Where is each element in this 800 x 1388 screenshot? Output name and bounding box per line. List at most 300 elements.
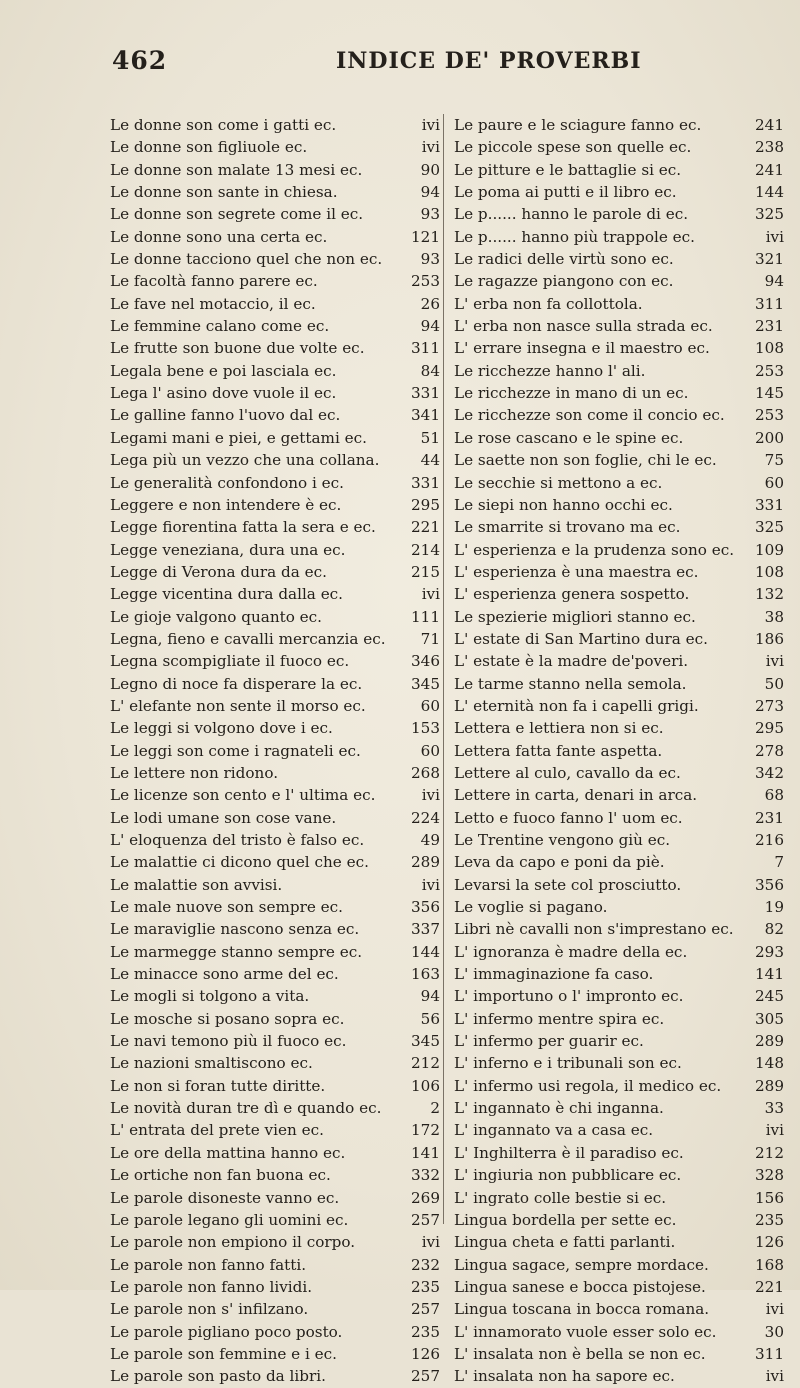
page-reference: 84 [420, 361, 440, 380]
proverb-text: Le poma ai putti e il libro ec. [454, 183, 677, 202]
page-reference: 111 [411, 607, 440, 626]
index-entry [110, 717, 440, 739]
proverb-text: Le parole non fanno fatti. [110, 1255, 307, 1274]
index-entry [454, 829, 784, 851]
index-entry [454, 360, 784, 382]
proverb-text: Leggere e non intendere è ec. [110, 495, 342, 514]
proverb-text: Legge fiorentina fatta la sera e ec. [110, 518, 376, 537]
page-reference: 30 [764, 1322, 784, 1341]
index-entry [110, 181, 440, 203]
index-entry [110, 427, 440, 449]
proverb-text: Le femmine calano come ec. [110, 317, 330, 336]
index-entry [454, 851, 784, 873]
page-reference: 186 [755, 629, 784, 648]
page-reference: ivi [765, 1121, 784, 1140]
proverb-text: Le nazioni smaltiscono ec. [110, 1054, 313, 1073]
page-header [0, 46, 800, 80]
index-entry [454, 1254, 784, 1276]
index-entry [454, 516, 784, 538]
index-entry [454, 159, 784, 181]
proverb-text: Le secchie si mettono a ec. [454, 473, 663, 492]
page-reference: 212 [755, 1143, 784, 1162]
proverb-text: Le donne sono una certa ec. [110, 227, 328, 246]
index-entry [110, 695, 440, 717]
proverb-text: Le leggi son come i ragnateli ec. [110, 741, 361, 760]
index-entry [454, 181, 784, 203]
page-reference: 126 [755, 1233, 784, 1252]
index-entry [110, 941, 440, 963]
index-entry [110, 829, 440, 851]
page-reference: 214 [411, 540, 440, 559]
index-entry [110, 762, 440, 784]
index-entry [454, 673, 784, 695]
page-reference: 212 [411, 1054, 440, 1073]
proverb-text: Le non si foran tutte diritte. [110, 1076, 326, 1095]
index-entry [454, 1052, 784, 1074]
page-reference: 257 [411, 1367, 440, 1386]
page-reference: 311 [755, 1344, 784, 1363]
page-reference: 75 [764, 451, 784, 470]
page-reference: 49 [420, 831, 440, 849]
proverb-text: Lettera e lettiera non si ec. [454, 719, 664, 738]
page-reference: 235 [755, 1210, 784, 1229]
proverb-text: Le parole pigliano poco posto. [110, 1322, 343, 1341]
page-reference: 269 [411, 1188, 440, 1207]
page-reference: 345 [411, 674, 440, 693]
proverb-text: Le Trentine vengono giù ec. [454, 831, 671, 849]
page-reference: 60 [420, 741, 440, 760]
page-reference: ivi [421, 786, 440, 805]
page-reference: 289 [755, 1076, 784, 1095]
page-reference: 121 [411, 227, 440, 246]
proverb-text: Le lodi umane son cose vane. [110, 808, 337, 827]
page-reference: 71 [420, 629, 440, 648]
page-reference: ivi [765, 652, 784, 671]
page-reference: 346 [411, 652, 440, 671]
page-reference: 51 [420, 428, 440, 447]
page-reference: 221 [411, 518, 440, 537]
page-reference: 253 [411, 272, 440, 291]
index-entry [110, 159, 440, 181]
proverb-text: Le parole legano gli uomini ec. [110, 1210, 349, 1229]
index-entry [454, 114, 784, 136]
index-entry [110, 583, 440, 605]
page-reference: 141 [411, 1143, 440, 1162]
index-entry [110, 203, 440, 225]
proverb-text: L' infermo per guarir ec. [454, 1032, 644, 1051]
proverb-text: Legge di Verona dura da ec. [110, 562, 327, 581]
index-entry [454, 1365, 784, 1387]
index-entry [110, 673, 440, 695]
proverb-text: Le parole non empiono il corpo. [110, 1233, 356, 1252]
index-entry [454, 650, 784, 672]
proverb-text: L' insalata non ha sapore ec. [454, 1367, 675, 1386]
proverb-text: Le navi temono più il fuoco ec. [110, 1032, 347, 1051]
proverb-text: Le donne son sante in chiesa. [110, 183, 338, 202]
index-entry [110, 360, 440, 382]
index-entry [110, 561, 440, 583]
proverb-text: L' ingannato è chi inganna. [454, 1099, 664, 1118]
index-entry [110, 1321, 440, 1343]
index-entry [110, 270, 440, 292]
index-entry [110, 404, 440, 426]
proverb-text: Le ore della mattina hanno ec. [110, 1143, 346, 1162]
page-reference: 144 [411, 942, 440, 961]
page-reference: 325 [755, 205, 784, 224]
page-reference: 93 [420, 205, 440, 224]
page-reference: 132 [755, 585, 784, 604]
proverb-text: Legge vicentina dura dalla ec. [110, 585, 344, 604]
index-entry [454, 337, 784, 359]
proverb-text: Le spezierie migliori stanno ec. [454, 607, 696, 626]
index-entry [454, 226, 784, 248]
page-reference: 44 [420, 451, 440, 470]
index-entry [110, 114, 440, 136]
page-reference: 94 [420, 183, 440, 202]
proverb-text: Le gioje valgono quanto ec. [110, 607, 322, 626]
index-entry [454, 270, 784, 292]
column-divider [443, 114, 444, 1224]
page-reference: 148 [755, 1054, 784, 1073]
page-reference: 238 [755, 138, 784, 157]
page-reference: 332 [411, 1166, 440, 1185]
page-reference: 253 [755, 361, 784, 380]
page-reference: 345 [411, 1032, 440, 1051]
proverb-text: Le donne tacciono quel che non ec. [110, 250, 383, 269]
proverb-text: Lettere in carta, denari in arca. [454, 786, 698, 805]
index-entry [454, 1008, 784, 1030]
page-reference: 295 [411, 495, 440, 514]
page-reference: 215 [411, 562, 440, 581]
page-reference: 141 [755, 965, 784, 984]
index-entry [454, 472, 784, 494]
index-entry [110, 136, 440, 158]
index-entry [110, 1052, 440, 1074]
index-entry [454, 382, 784, 404]
page-reference: 106 [411, 1076, 440, 1095]
page-reference: 94 [764, 272, 784, 291]
proverb-text: Le ricchezze son come il concio ec. [454, 406, 725, 425]
page-reference: 7 [774, 853, 784, 872]
proverb-text: L' entrata del prete vien ec. [110, 1121, 324, 1140]
proverb-text: Le maraviglie nascono senza ec. [110, 920, 360, 939]
page-reference: 311 [755, 294, 784, 313]
proverb-text: Levarsi la sete col prosciutto. [454, 875, 682, 894]
index-entry [454, 315, 784, 337]
page-reference: 38 [764, 607, 784, 626]
proverb-text: L' eternità non fa i capelli grigi. [454, 696, 699, 715]
index-entry [110, 1254, 440, 1276]
index-entry [110, 449, 440, 471]
page-reference: 235 [411, 1277, 440, 1296]
page-reference: 342 [755, 763, 784, 782]
index-entry [110, 1343, 440, 1365]
index-entry [454, 740, 784, 762]
index-entry [454, 1097, 784, 1119]
index-entry [110, 1075, 440, 1097]
proverb-text: Legno di noce fa disperare la ec. [110, 674, 363, 693]
index-entry [110, 740, 440, 762]
proverb-text: Le parole disoneste vanno ec. [110, 1188, 340, 1207]
index-entry [454, 1030, 784, 1052]
proverb-text: Le siepi non hanno occhi ec. [454, 495, 673, 514]
proverb-text: L' infermo usi regola, il medico ec. [454, 1076, 722, 1095]
page-reference: 268 [411, 763, 440, 782]
index-entry [454, 963, 784, 985]
index-entry [110, 1276, 440, 1298]
proverb-text: Lettera fatta fante aspetta. [454, 741, 663, 760]
page-reference: 289 [411, 853, 440, 872]
index-entry [110, 874, 440, 896]
index-entry [454, 606, 784, 628]
proverb-text: Le malattie ci dicono quel che ec. [110, 853, 369, 872]
index-entry [110, 628, 440, 650]
proverb-text: Le lettere non ridono. [110, 763, 279, 782]
page-reference: 94 [420, 317, 440, 336]
proverb-text: L' importuno o l' impronto ec. [454, 987, 684, 1006]
proverb-text: L' ingrato colle bestie si ec. [454, 1188, 667, 1207]
proverb-text: Le male nuove son sempre ec. [110, 898, 343, 917]
page-reference: 293 [755, 942, 784, 961]
index-column-right [454, 114, 784, 1388]
page-reference: 56 [420, 1009, 440, 1028]
page-reference: 172 [411, 1121, 440, 1140]
index-entry [454, 583, 784, 605]
page-reference: 295 [755, 719, 784, 738]
page-reference: 90 [420, 160, 440, 179]
proverb-text: L' inferno e i tribunali son ec. [454, 1054, 682, 1073]
index-entry [454, 1321, 784, 1343]
index-entry [110, 494, 440, 516]
index-entry [110, 337, 440, 359]
index-entry [110, 1119, 440, 1141]
index-entry [454, 561, 784, 583]
page-reference: 311 [411, 339, 440, 358]
proverb-text: Legna, fieno e cavalli mercanzia ec. [110, 629, 386, 648]
proverb-text: Le galline fanno l'uovo dal ec. [110, 406, 341, 425]
proverb-text: L' ingannato va a casa ec. [454, 1121, 654, 1140]
proverb-text: L' innamorato vuole esser solo ec. [454, 1322, 717, 1341]
index-entry [454, 1276, 784, 1298]
page-reference: 19 [764, 898, 784, 917]
page-reference: 245 [755, 987, 784, 1006]
page-reference: 328 [755, 1166, 784, 1185]
proverb-text: Libri nè cavalli non s'imprestano ec. [454, 920, 734, 939]
index-entry [454, 539, 784, 561]
index-entry [454, 1187, 784, 1209]
index-entry [454, 941, 784, 963]
index-entry [454, 918, 784, 940]
proverb-text: Le novità duran tre dì e quando ec. [110, 1099, 382, 1118]
proverb-text: Le radici delle virtù sono ec. [454, 250, 674, 269]
proverb-text: Le tarme stanno nella semola. [454, 674, 687, 693]
index-entry [110, 606, 440, 628]
proverb-text: L' estate di San Martino dura ec. [454, 629, 708, 648]
page-reference: 356 [755, 875, 784, 894]
page-reference: 109 [755, 540, 784, 559]
index-entry [454, 248, 784, 270]
proverb-text: Le paure e le sciagure fanno ec. [454, 116, 702, 134]
page-reference: ivi [421, 585, 440, 604]
index-entry [454, 136, 784, 158]
proverb-text: Le malattie son avvisi. [110, 875, 283, 894]
proverb-text: Lingua sagace, sempre mordace. [454, 1255, 709, 1274]
proverb-text: Le fave nel motaccio, il ec. [110, 294, 316, 313]
index-entry [454, 404, 784, 426]
page-reference: 331 [411, 473, 440, 492]
page-reference: 93 [420, 250, 440, 269]
proverb-text: Letto e fuoco fanno l' uom ec. [454, 808, 683, 827]
page-reference: 144 [755, 183, 784, 202]
proverb-text: L' esperienza è una maestra ec. [454, 562, 699, 581]
index-entry [454, 1298, 784, 1320]
page-reference: 232 [411, 1255, 440, 1274]
index-entry [454, 203, 784, 225]
proverb-text: Lega l' asino dove vuole il ec. [110, 384, 337, 403]
index-entry [110, 1209, 440, 1231]
index-entry [454, 896, 784, 918]
index-entry [110, 1142, 440, 1164]
proverb-text: Le donne son malate 13 mesi ec. [110, 160, 363, 179]
proverb-text: L' errare insegna e il maestro ec. [454, 339, 710, 358]
proverb-text: L' erba non nasce sulla strada ec. [454, 317, 713, 336]
proverb-text: Le donne son figliuole ec. [110, 138, 308, 157]
proverb-text: Le ortiche non fan buona ec. [110, 1166, 331, 1185]
page-reference: 26 [420, 294, 440, 313]
index-entry [110, 1008, 440, 1030]
running-title: INDICE DE' PROVERBI [336, 48, 642, 74]
page-reference: ivi [421, 875, 440, 894]
index-entry [110, 963, 440, 985]
page-reference: 331 [411, 384, 440, 403]
proverb-text: L' esperienza genera sospetto. [454, 585, 690, 604]
page-reference: 33 [764, 1099, 784, 1118]
page-reference: 168 [755, 1255, 784, 1274]
page-reference: ivi [765, 1367, 784, 1386]
proverb-text: Lingua cheta e fatti parlanti. [454, 1233, 676, 1252]
proverb-text: Le rose cascano e le spine ec. [454, 428, 684, 447]
proverb-text: Le piccole spese son quelle ec. [454, 138, 692, 157]
proverb-text: Le p...... hanno più trappole ec. [454, 227, 695, 246]
index-entry [110, 472, 440, 494]
index-entry [454, 717, 784, 739]
index-entry [110, 985, 440, 1007]
index-entry [454, 628, 784, 650]
proverb-text: Le mosche si posano sopra ec. [110, 1009, 345, 1028]
index-entry [454, 1231, 784, 1253]
proverb-text: Leva da capo e poni da piè. [454, 853, 665, 872]
proverb-text: Le donne son segrete come il ec. [110, 205, 364, 224]
proverb-text: Lingua toscana in bocca romana. [454, 1300, 710, 1319]
page-reference: 235 [411, 1322, 440, 1341]
page-reference: 273 [755, 696, 784, 715]
page-reference: ivi [765, 1300, 784, 1319]
proverb-text: Le parole non fanno lividi. [110, 1277, 313, 1296]
proverb-text: L' esperienza e la prudenza sono ec. [454, 540, 735, 559]
index-entry [454, 1343, 784, 1365]
proverb-text: Le licenze son cento e l' ultima ec. [110, 786, 376, 805]
index-entry [454, 784, 784, 806]
page-reference: 341 [411, 406, 440, 425]
page-reference: 257 [411, 1210, 440, 1229]
index-entry [454, 762, 784, 784]
page-reference: 221 [755, 1277, 784, 1296]
page-reference: ivi [421, 116, 440, 134]
page-reference: 325 [755, 518, 784, 537]
index-column-left [110, 114, 440, 1388]
proverb-text: L' erba non fa collottola. [454, 294, 643, 313]
index-entry [454, 427, 784, 449]
proverb-text: Le p...... hanno le parole di ec. [454, 205, 689, 224]
proverb-text: Le ragazze piangono con ec. [454, 272, 674, 291]
proverb-text: Le generalità confondono i ec. [110, 473, 344, 492]
index-entry [110, 516, 440, 538]
index-entry [110, 248, 440, 270]
page-reference: 60 [420, 696, 440, 715]
proverb-text: Lettere al culo, cavallo da ec. [454, 763, 681, 782]
index-entry [454, 807, 784, 829]
page-reference: 145 [755, 384, 784, 403]
proverb-text: L' Inghilterra è il paradiso ec. [454, 1143, 684, 1162]
index-entry [110, 851, 440, 873]
proverb-text: Lingua bordella per sette ec. [454, 1210, 677, 1229]
proverb-text: Lingua sanese e bocca pistojese. [454, 1277, 706, 1296]
page-reference: 356 [411, 898, 440, 917]
proverb-text: Le pitture e le battaglie si ec. [454, 160, 682, 179]
proverb-text: Le parole son femmine e i ec. [110, 1344, 337, 1363]
page-reference: 50 [764, 674, 784, 693]
page-number: 462 [112, 46, 168, 75]
index-entry [110, 1164, 440, 1186]
page-reference: 216 [755, 831, 784, 849]
index-entry [454, 1209, 784, 1231]
proverb-text: Lega più un vezzo che una collana. [110, 451, 380, 470]
index-entry [110, 315, 440, 337]
proverb-text: Legami mani e piei, e gettami ec. [110, 428, 367, 447]
page-reference: 257 [411, 1300, 440, 1319]
index-entry [110, 382, 440, 404]
proverb-text: Le marmegge stanno sempre ec. [110, 942, 363, 961]
proverb-text: Legge veneziana, dura una ec. [110, 540, 346, 559]
proverb-text: L' insalata non è bella se non ec. [454, 1344, 706, 1363]
index-entry [454, 695, 784, 717]
page-reference: 163 [411, 965, 440, 984]
page-reference: ivi [421, 1233, 440, 1252]
index-entry [110, 539, 440, 561]
index-entry [110, 896, 440, 918]
proverb-text: Legna scompigliate il fuoco ec. [110, 652, 350, 671]
index-entry [110, 918, 440, 940]
proverb-text: Le leggi si volgono dove i ec. [110, 719, 333, 738]
index-entry [454, 1164, 784, 1186]
proverb-text: Le parole son pasto da libri. [110, 1367, 326, 1386]
index-entry [454, 874, 784, 896]
index-entry [454, 494, 784, 516]
page-reference: 231 [755, 808, 784, 827]
index-entry [110, 1298, 440, 1320]
page-reference: 94 [420, 987, 440, 1006]
proverb-text: L' eloquenza del tristo è falso ec. [110, 831, 365, 849]
page-reference: 305 [755, 1009, 784, 1028]
proverb-text: Le parole non s' infilzano. [110, 1300, 309, 1319]
proverb-text: Le ricchezze in mano di un ec. [454, 384, 689, 403]
page-reference: 337 [411, 920, 440, 939]
index-entry [454, 985, 784, 1007]
proverb-text: L' elefante non sente il morso ec. [110, 696, 366, 715]
index-entry [110, 650, 440, 672]
proverb-text: Le facoltà fanno parere ec. [110, 272, 318, 291]
proverb-text: Le donne son come i gatti ec. [110, 116, 337, 134]
